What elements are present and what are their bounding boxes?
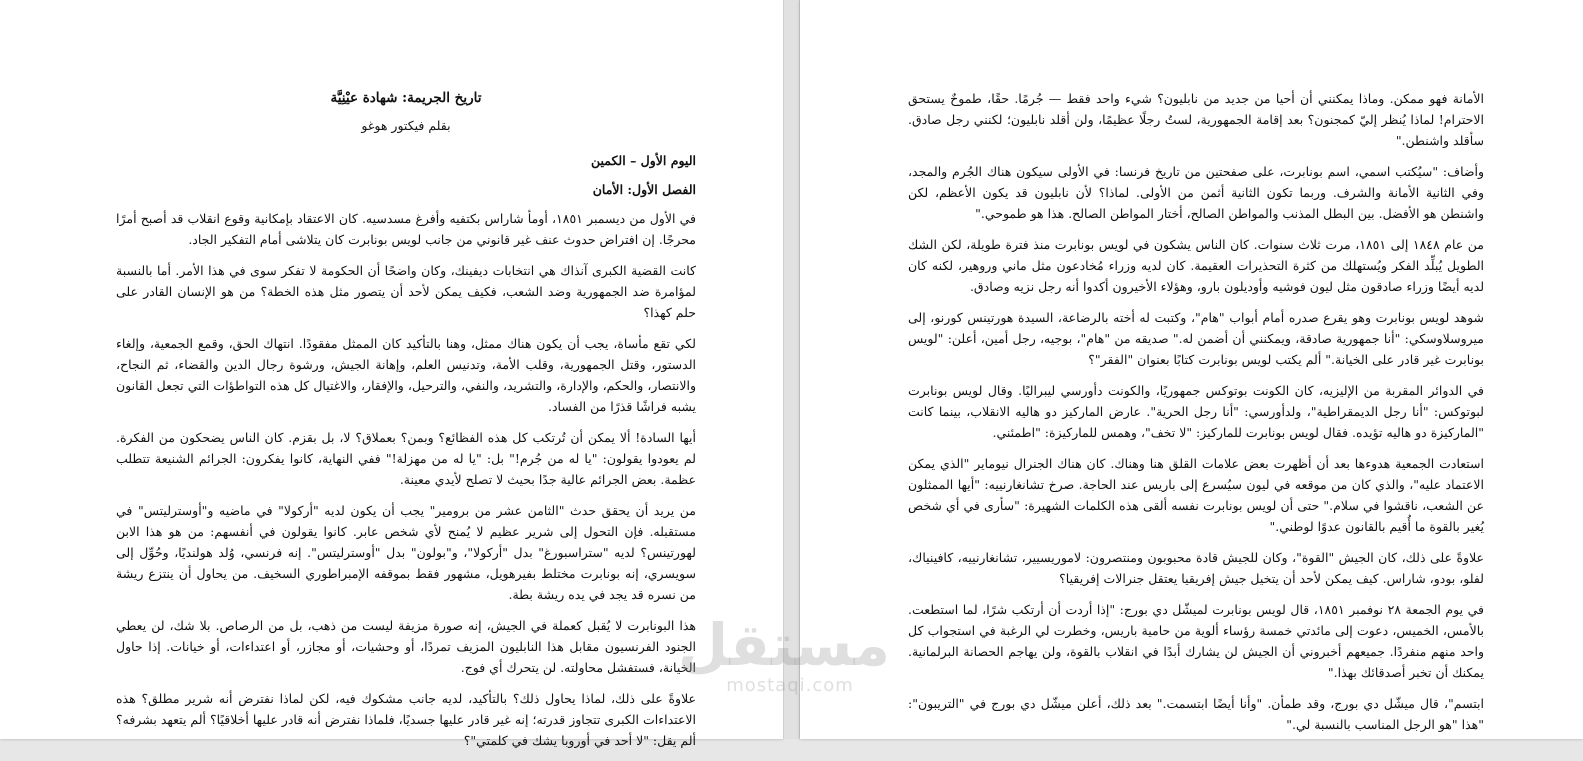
paragraph: علاوةً على ذلك، كان الجيش "القوة"، وكان للجيش قادة محبوبون ومنتصرون: لاموريسيير، تشانغارنييه، كافينياك، لفلو، بودو، شاراس. كيف يمكن لأحد أن يتخيل جيش إفريقيا يعتقل جنرالات إفريقيا؟ — [908, 550, 1484, 586]
chapter-heading: الفصل الأول: الأمان — [592, 182, 696, 197]
document-page-left — [0, 0, 783, 748]
paragraph: من عام ١٨٤٨ إلى ١٨٥١، مرت ثلاث سنوات. كان الناس يشكون في لويس بونابرت منذ فترة طويلة، لكن الشك الطويل يُبلِّد الفكر ويُستهلك من كثرة التحذيرات العقيمة. كان لديه وزراء مُخادعون مثل ماني وروهير، لكنه كان لديه أيضًا وزراء صادقون مثل ليون فوشيه وأوديلون بارو، وهؤلاء الأخيرون أكدوا أنه رجل نزيه وصادق. — [908, 237, 1485, 294]
paragraph: أيها السادة! ألا يمكن أن تُرتكب كل هذه الفظائع؟ وبمن؟ بعملاق؟ لا، بل بقزم. كان الناس يضحكون من الفكرة. لم يعودوا يقولون: "يا له من جُرم!" بل: "يا له من مهزلة!" ففي النهاية، كانوا يفكرون: الجرائم الشنيعة تتطلب عظمة. بعض الجرائم عالية جدًا بحيث لا تصلح لأيدي معينة. — [116, 430, 696, 487]
page-divider — [783, 0, 800, 739]
paragraph: هذا البونابرت لا يُقبل كعملة في الجيش، إنه صورة مزيفة ليست من ذهب، بل من الرصاص. بلا شك، لن يعطي الجنود الفرنسيون مقابل هذا النابليون المزيف تمردًا، أو وحشيات، أو مجازر، أو اعتداءات، أو خيانات. إذا حاول الخيانة، فستفشل محاولته. لن يتحرك أي فوج. — [116, 618, 696, 675]
paragraph: شوهد لويس بونابرت وهو يقرع صدره أمام أبواب "هام"، وكتبت له أخته بالرضاعة، السيدة هورتينس كورنو، إلى ميروسلاوسكي: "أنا جمهورية صادقة، ويمكنني أن أضمن له." صديقه من "هام"، بوجيه، رجل أمين، أعلن: "لويس بونابرت غير قادر على الخيانة." ألم يكتب لويس بونابرت كتابًا بعنوان "الفقر"؟ — [908, 310, 1484, 367]
page-right-content — [908, 88, 1484, 745]
document-title: تاريخ الجريمة: شهادة عيْنِيَّة — [330, 90, 482, 106]
watermark-arabic: مستقل — [677, 611, 890, 679]
paragraph: في يوم الجمعة ٢٨ نوفمبر ١٨٥١، قال لويس بونابرت لميشّل دي بورج: "إذا أردت أن أرتكب شرًا، لما استطعت. بالأمس، الخميس، دعوت إلى مائدتي خمسة رؤساء ألوية من حامية باريس، وخطرت لي الرغبة في استجواب كل واحد منهم منفردًا. جميعهم أخبروني أن الجيش لن يشارك أبدًا في انقلاب بالقوة، ولن يهاجم الحصانة البرلمانية. يمكنك أن تخبر أصدقائك بهذا." — [908, 602, 1484, 680]
page-left-content — [116, 88, 696, 761]
document-author: بقلم فيكتور هوغو — [361, 118, 451, 133]
paragraph: ابتسم"، قال ميشّل دي بورج، وقد طمأن. "وأنا أيضًا ابتسمت." بعد ذلك، أعلن ميشّل دي بورج في "التريبون": "هذا "هو الرجل المناسب بالنسبة لي." — [908, 696, 1484, 732]
watermark-latin: mostaqi.com — [726, 675, 854, 696]
day-heading: اليوم الأول – الكمين — [591, 153, 696, 168]
document-page-right — [800, 0, 1583, 739]
paragraph: في الدوائر المقربة من الإليزيه، كان الكونت بوتوكس جمهوريًا، والكونت دأورسي ليبراليًا. وقال لويس بونابرت لبوتوكس: "أنا رجل الديمقراطية"، ولدأورسي: "أنا رجل الحرية". عارض الماركيز دو هاليه الانقلاب، بينما كانت "الماركيزة دو هاليه تؤيده. فقال لويس بونابرت للماركيز: "لا تخف"، وهمس للماركيزة: "اطمئني. — [908, 383, 1484, 440]
paragraph: لكي تقع مأساة، يجب أن يكون هناك ممثل، وهنا بالتأكيد كان الممثل مفقودًا. انتهاك الحق، وقمع الجمعية، وإلغاء الدستور، وقتل الجمهورية، وقلب الأمة، وتدنيس العلم، وإهانة الجيش، ورشوة رجال الدين والقضاء، ثم النجاح، والانتصار، والحكم، والإدارة، والتشريد، والنفي، والترحيل، والإفقار، والاغتيال كل هذه التواطؤات التي تجعل القانون يشبه فراشًا قذرًا من الفساد. — [116, 336, 696, 414]
paragraph: كانت القضية الكبرى آنذاك هي انتخابات ديفينك، وكان واضحًا أن الحكومة لا تفكر سوى في هذا الأمر. أما بالنسبة لمؤامرة ضد الجمهورية وضد الشعب، فكيف يمكن لأحد أن يتصور مثل هذه الخطة؟ من هو الإنسان القادر على حلم كهذا؟ — [116, 263, 696, 320]
paragraph: من يريد أن يحقق حدث "الثامن عشر من برومير" يجب أن يكون لديه "أركولا" في ماضيه و"أوسترليتس" في مستقبله. فإن التحول إلى شرير عظيم لا يُمنح لأي شخص عابر. كانوا يقولون في أنفسهم: من هو هذا الابن لهورتينس؟ لديه "ستراسبورغ" بدل "أركولا"، و"بولون" بدل "أوسترليتس". إنه فرنسي، وُلد هولنديًا، وحُوِّل إلى سويسري، إنه بونابرت مختلط بفيرهويل، مشهور فقط بموقفه الإمبراطوري السخيف. من يحاول أن ينتزع ريشة من نسره قد يجد في يده ريشة بطة. — [116, 503, 696, 602]
paragraph: في الأول من ديسمبر ١٨٥١، أومأ شاراس بكتفيه وأفرغ مسدسيه. كان الاعتقاد بإمكانية وقوع انقلاب قد أصبح أمرًا محرجًا. إن افتراض حدوث عنف غير قانوني من جانب لويس بونابرت كان يتلاشى أمام التفكير الجاد. — [116, 211, 697, 247]
paragraph: علاوةً على ذلك، لماذا يحاول ذلك؟ بالتأكيد، لديه جانب مشكوك فيه، لكن لماذا نفترض أنه شرير مطلق؟ هذه الاعتداءات الكبرى تتجاوز قدرته؛ إنه غير قادر عليها جسديًا، فلماذا نفترض أنه قادر عليها أخلاقيًا؟ ألم يتعهد بشرفه؟ ألم يقل: "لا أحد في أوروبا يشك في كلمتي"؟ — [116, 691, 696, 748]
paragraph: الأمانة فهو ممكن. وماذا يمكنني أن أحيا من جديد من نابليون؟ شيء واحد فقط — جُرمًا. حقًا، طموحٌ يستحق الاحترام! لماذا يُنظر إليّ كمجنون؟ بعد إقامة الجمهورية، لستُ رجلًا عظيمًا، ولن أقلد نابليون؛ لكنني رجل صادق. سأقلد واشنطن." — [908, 91, 1484, 148]
paragraph: استعادت الجمعية هدوءها بعد أن أظهرت بعض علامات القلق هنا وهناك. كان هناك الجنرال نيوماير "الذي يمكن الاعتماد عليه"، والذي كان من موقعه في ليون سيُسرع إلى باريس عند الحاجة. صرخ تشانغارنييه: "أيها الممثلون عن الشعب، ناقشوا في سلام." حتى أن لويس بونابرت نفسه ألقى هذه الكلمات الشهيرة: "سأرى في أي شخص يُغير بالقوة ما أُقيم بالقانون عدوًا لوطني." — [908, 456, 1484, 534]
paragraph: وأضاف: "سيُكتب اسمي، اسم بونابرت، على صفحتين من تاريخ فرنسا: في الأولى سيكون هناك الجُرم والمجد، وفي الثانية الأمانة والشرف. وربما تكون الثانية أثمن من الأولى. لماذا؟ لأن نابليون قد يكون الأعظم، لكن واشنطن هو الأفضل. بين البطل المذنب والمواطن الصالح، أختار المواطن الصالح. هذا هو طموحي." — [908, 164, 1484, 221]
